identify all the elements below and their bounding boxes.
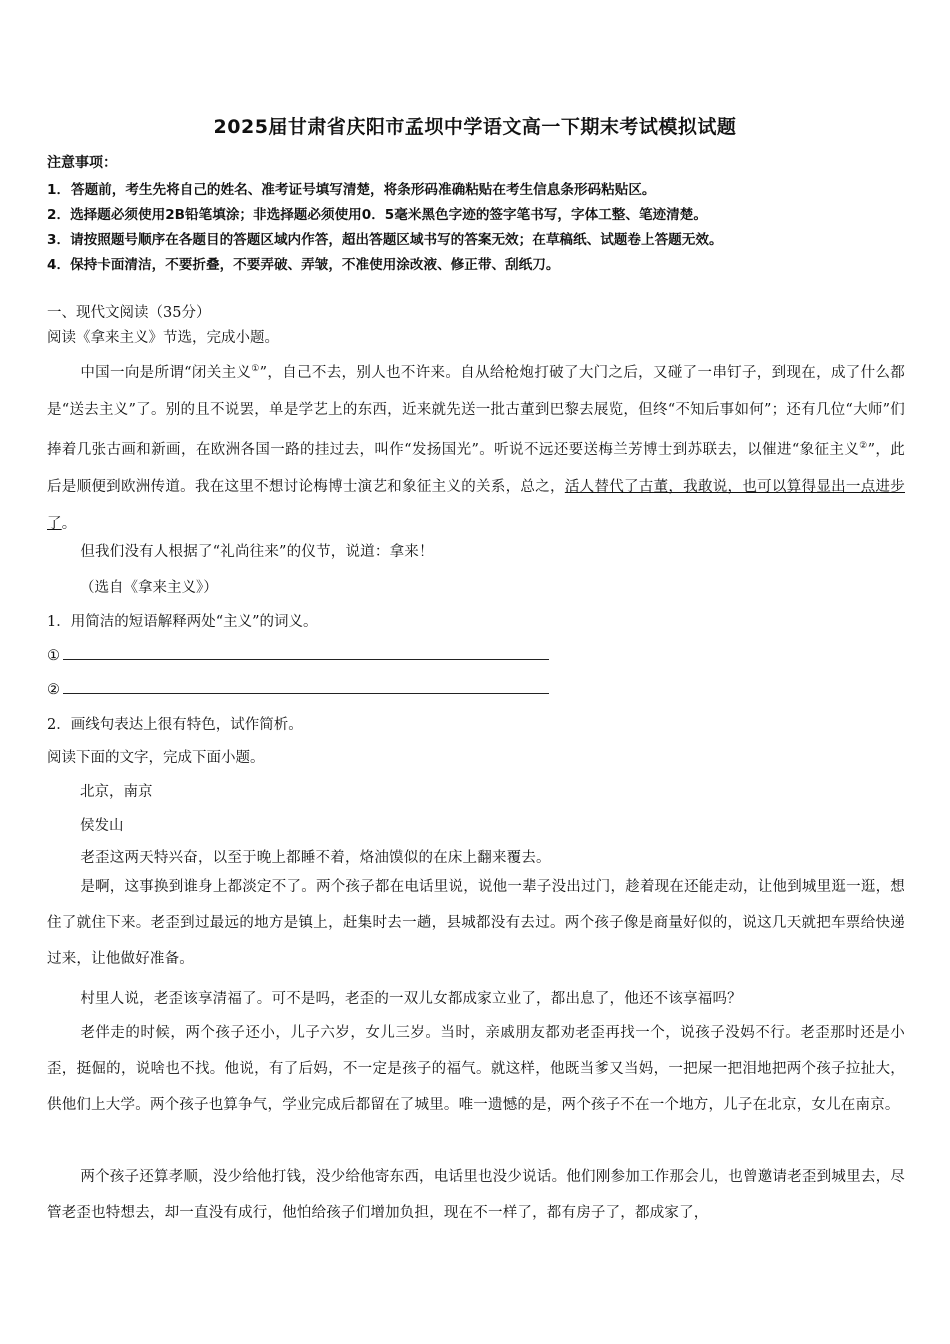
underlined-sentence: 活人替代了古董，我敢说，也可以算得显出一点进步了 bbox=[47, 479, 905, 532]
footnote-marker: ① bbox=[251, 364, 260, 374]
passage-text: ”，自己不去，别人也不许来。自从给枪炮打破了大门之后，又碰了一串钉子，到现在，成了什么都是“送去主义”了。别的且不说罢，单是学艺上的东西，近来就先送一批古董到巴黎去展览，但终“不知后事如何”；还有几位“大师”们捧着几张古画和新画，在欧洲各国一路的挂过去，叫作“发扬国光”。听说不远还要送梅兰芳博士到苏联去，以催进“象征主义 bbox=[47, 364, 905, 459]
reading-intro-2: 阅读下面的文字，完成下面小题。 bbox=[47, 750, 265, 766]
story-paragraph: 老歪这两天特兴奋，以至于晚上都睡不着，烙油馍似的在床上翻来覆去。 bbox=[80, 850, 551, 866]
notice-item-text: 选择题必须使用2B铅笔填涂；非选择题必须使用0．5毫米黑色字迹的签字笔书写，字体工整、笔迹清楚。 bbox=[70, 207, 707, 223]
passage-paragraph-1 bbox=[47, 351, 905, 543]
answer-line-2[interactable] bbox=[47, 679, 549, 698]
notice-item-number: 2． bbox=[47, 207, 71, 223]
page-title: 2025届甘肃省庆阳市孟坝中学语文高一下期末考试模拟试题 bbox=[213, 116, 737, 138]
notice-item-text: 保持卡面清洁，不要折叠，不要弄破、弄皱，不准使用涂改液、修正带、刮纸刀。 bbox=[70, 257, 560, 273]
passage-text: ”，此后是顺便到欧洲传道。我在这里不想讨论梅博士演艺和象征主义的关系，总之， bbox=[47, 442, 905, 496]
story-paragraph: 是啊，这事换到谁身上都淡定不了。两个孩子都在电话里说，说他一辈子没出过门，趁着现在还能走动，让他到城里逛一逛，想住了就住下来。老歪到过最远的地方是镇上，赶集时去一趟，县城都没有去过。两个孩子像是商量好似的，说这几天就把车票给快递过来，让他做好准备。 bbox=[47, 879, 905, 967]
notice-item-number: 4． bbox=[47, 257, 71, 273]
notice-item bbox=[47, 178, 656, 198]
section-heading: 一、现代文阅读（35分） bbox=[47, 305, 211, 321]
notice-item-text: 答题前，考生先将自己的姓名、准考证号填写清楚，将条形码准确粘贴在考生信息条形码粘贴区。 bbox=[71, 182, 656, 198]
passage-source: （选自《拿来主义》） bbox=[80, 580, 218, 596]
notice-heading: 注意事项： bbox=[47, 155, 117, 171]
notice-item bbox=[47, 203, 707, 223]
answer-label: ② bbox=[47, 682, 60, 698]
story-author: 侯发山 bbox=[80, 818, 124, 834]
passage-paragraph-2: 但我们没有人根据了“礼尚往来”的仪节，说道：拿来！ bbox=[80, 544, 434, 560]
notice-item-text: 请按照题号顺序在各题目的答题区域内作答，超出答题区域书写的答案无效；在草稿纸、试题卷上答题无效。 bbox=[70, 232, 723, 248]
story-paragraph: 老伴走的时候，两个孩子还小，儿子六岁，女儿三岁。当时，亲戚朋友都劝老歪再找一个，说孩子没妈不行。老歪那时还是小歪，挺倔的，说啥也不找。他说，有了后妈，不一定是孩子的福气。就这样，他既当爹又当妈，一把屎一把泪地把两个孩子拉扯大，供他们上大学。两个孩子也算争气，学业完成后都留在了城里。唯一遗憾的是，两个孩子不在一个地方，儿子在北京，女儿在南京。 bbox=[47, 1025, 905, 1113]
answer-line-1[interactable] bbox=[47, 645, 549, 664]
story-title: 北京，南京 bbox=[80, 784, 153, 800]
question-1: 1．用简洁的短语解释两处“主义”的词义。 bbox=[47, 614, 318, 630]
footnote-marker: ② bbox=[859, 441, 868, 452]
notice-item-number: 1． bbox=[47, 182, 71, 198]
answer-blank[interactable] bbox=[63, 679, 549, 694]
notice-item-number: 3． bbox=[47, 232, 71, 248]
story-paragraph: 两个孩子还算孝顺，没少给他打钱，没少给他寄东西，电话里也没少说话。他们刚参加工作那会儿，也曾邀请老歪到城里去，尽管老歪也特想去，却一直没有成行，他怕给孩子们增加负担，现在不一样了，都有房子了，都成家了， bbox=[47, 1169, 905, 1221]
story-paragraph: 村里人说，老歪该享清福了。可不是吗，老歪的一双儿女都成家立业了，都出息了，他还不该享福吗？ bbox=[80, 991, 742, 1007]
notice-item bbox=[47, 228, 723, 248]
question-2: 2．画线句表达上很有特色，试作简析。 bbox=[47, 717, 303, 733]
passage-text: 。 bbox=[61, 515, 77, 532]
notice-item bbox=[47, 253, 559, 273]
reading-intro: 阅读《拿来主义》节选，完成小题。 bbox=[47, 330, 279, 346]
answer-label: ① bbox=[47, 648, 60, 664]
passage-text: 中国一向是所谓“闭关主义 bbox=[80, 364, 252, 381]
answer-blank[interactable] bbox=[63, 645, 549, 660]
